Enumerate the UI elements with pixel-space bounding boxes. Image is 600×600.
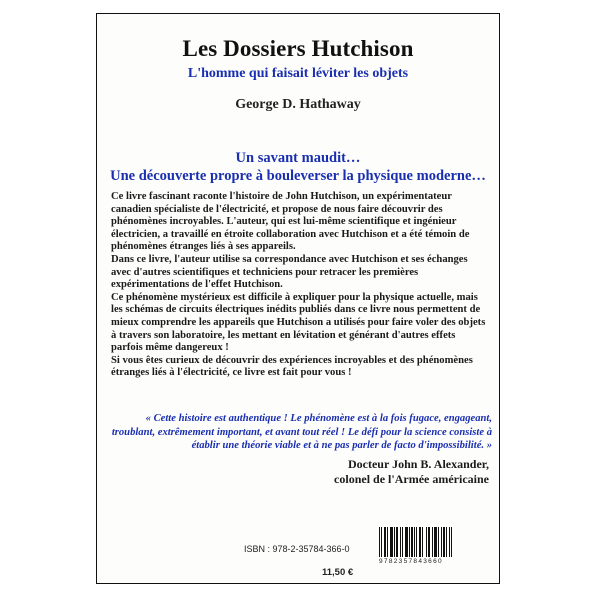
isbn-label: ISBN : 978-2-35784-366-0 [244,544,350,554]
book-subtitle: L'homme qui faisait léviter les objets [187,66,409,81]
barcode-digits: 9782357843660 [379,558,443,565]
barcode [379,527,462,565]
description-paragraph: Ce phénomène mystérieux est difficile à expliquer pour la physique actuelle, mais les schémas de circuits électriques inédits publiés dans ce livre nous permettent de mieux comprendre les appareils que Hutchison a utilisés pour faire voler des objets à travers son laboratoire, les mettant en lévitation et générant d'autres effets parfois même dangereux ! [111,291,486,354]
book-back-cover [96,13,500,584]
quote-attribution [334,457,489,487]
attribution-name: Docteur John B. Alexander, [347,457,489,471]
tagline [97,149,499,185]
barcode-bars [379,527,462,557]
description-paragraph: Ce livre fascinant raconte l'histoire de John Hutchison, un expérimentateur canadien spécialiste de l'électricité, et propose de nous faire découvrir des phénomènes incroyables. L'auteur, qui est lui-même scientifique et ingénieur électricien, a travaillé en étroite collaboration avec Hutchison et a été témoin de phénomènes étranges liés à ses appareils. [111,191,470,253]
tagline-line-2: Une découverte propre à bouleverser la physique moderne… [110,168,486,184]
description-paragraph: Dans ce livre, l'auteur utilise sa correspondance avec Hutchison et ses échanges avec d'autres scientifiques et techniciens pour retracer les premières expérimentations de l'effet Hutchison. [111,253,468,291]
price-label: 11,50 € [322,567,354,578]
book-author: George D. Hathaway [235,97,361,112]
attribution-role: colonel de l'Armée américaine [334,472,489,486]
tagline-line-1: Un savant maudit… [235,150,361,166]
description [111,191,489,380]
book-title: Les Dossiers Hutchison [182,36,414,61]
description-paragraph: Si vous êtes curieux de découvrir des expériences incroyables et des phénomènes étranges liés à l'électricité, ce livre est fait pour vous ! [111,354,473,379]
endorsement-quote: « Cette histoire est authentique ! Le phénomène est à la fois fugace, engageant, troublant, extrêmement important, et avant tout réel ! Le défi pour la science consiste à établir une théorie viable et à ne pas parler de facto d'impossibilité. » [111,413,492,451]
